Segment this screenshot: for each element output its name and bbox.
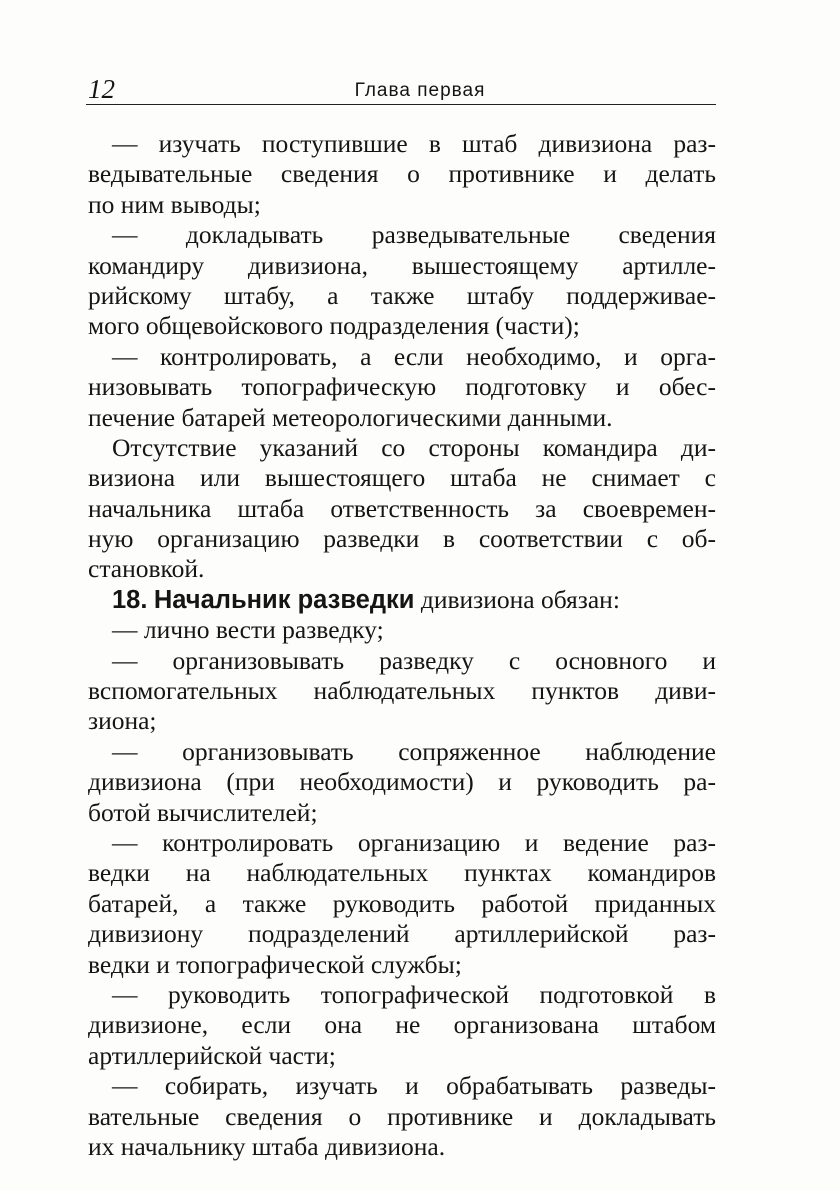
section-number: 18. [112,585,148,614]
text-line: ботой вычислителей; [88,797,318,827]
text-line: — лично вести разведку; [112,615,384,645]
text-line: ную организацию разведки в соответствии с об- [88,524,716,554]
paragraph [88,980,716,1071]
paragraph [88,615,716,645]
text-line: по ним выводы; [88,189,261,219]
text-line: батарей, а также руководить работой приданных [88,888,716,918]
text-line: низовывать топографическую подготовку и обес- [88,372,716,402]
text-line: ведывательные сведения о противнике и делать [88,159,716,189]
text-line: — организовывать сопряженное наблюдение [112,736,716,766]
paragraph [88,1071,716,1162]
text-line: дивизиона (при необходимости) и руководить ра- [88,767,716,797]
header-rule [86,104,716,105]
paragraph [88,342,716,433]
text-line: Отсутствие указаний со стороны командира ди- [112,432,716,462]
paragraph [88,646,716,737]
text-line: — докладывать разведывательные сведения [112,220,716,250]
paragraph [88,737,716,828]
text-line: зиона; [88,706,157,736]
text-line: дивизиону подразделений артиллерийской раз- [88,919,716,949]
text-line: командиру дивизиона, вышестоящему артилле- [88,250,716,280]
paragraph [88,129,716,220]
section-heading [88,585,716,615]
text-line: рийскому штабу, а также штабу поддерживае- [88,280,716,310]
paragraph [88,828,716,980]
text-line: — контролировать организацию и ведение раз- [112,827,716,857]
paragraph [88,433,716,585]
text-line: дивизионе, если она не организована штабом [88,1010,716,1040]
text-line: — руководить топографической подготовкой в [112,979,716,1009]
text-line: визиона или вышестоящего штаба не снимает с [88,463,716,493]
page-number: 12 [88,74,115,104]
text-line: — изучать поступившие в штаб дивизиона раз- [112,129,716,158]
text-line: — собирать, изучать и обрабатывать разведы- [112,1071,716,1101]
paragraph [88,220,716,342]
text-line: мого общевойскового подразделения (части); [88,311,580,341]
section-title: Начальник разведки [153,585,415,614]
section-lead: дивизиона обязан: [420,584,620,614]
text-line: начальника штаба ответственность за своевремен- [88,493,716,523]
text-line: ведки и топографической службы; [88,949,462,979]
chapter-title: Глава первая [354,80,486,101]
text-line: их начальнику штаба дивизиона. [88,1131,446,1161]
text-line: печение батарей метеорологическими данными. [88,402,613,432]
text-line: вательные сведения о противнике и докладывать [88,1101,716,1131]
text-line: — организовывать разведку с основного и [112,645,716,675]
text-line: вспомогательных наблюдательных пунктов диви- [88,676,716,706]
text-line: ведки на наблюдательных пунктах командиров [88,858,716,888]
text-line: — контролировать, а если необходимо, и орга- [112,341,716,371]
text-line: артиллерийской части; [88,1040,336,1070]
body-text [88,129,716,1162]
text-line: становкой. [88,554,205,584]
